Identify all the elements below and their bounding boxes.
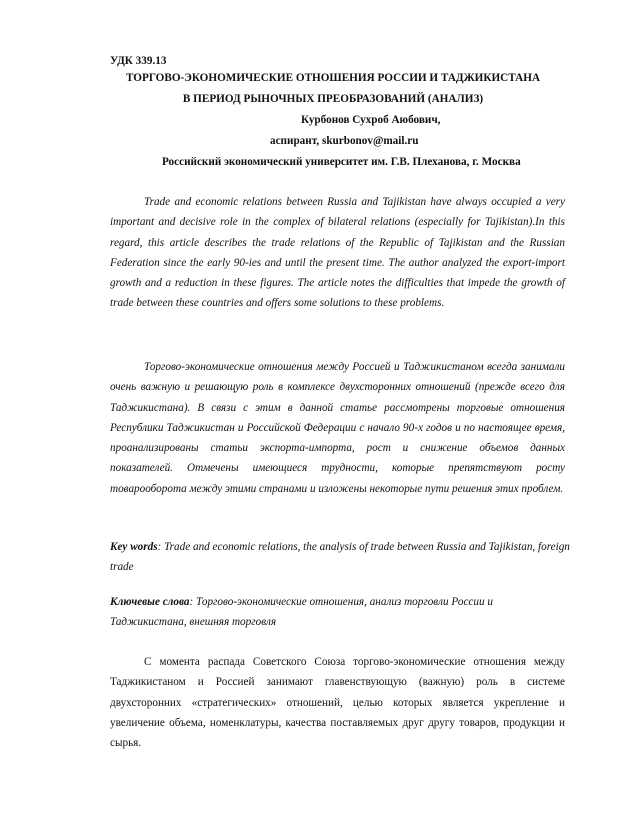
keywords-english-text: : Trade and economic relations, the analysis of trade between Russia and Tajikistan, foreign trade [110, 541, 570, 573]
keywords-russian-label: Ключевые слова [110, 596, 190, 608]
udk-code: УДК 339.13 [110, 55, 167, 67]
keywords-english [110, 537, 570, 577]
author-affiliation: Российский экономический университет им. Г.В. Плеханова, г. Москва [162, 156, 521, 168]
keywords-russian [110, 592, 570, 632]
abstract-english [110, 192, 565, 314]
title-line-1: ТОРГОВО-ЭКОНОМИЧЕСКИЕ ОТНОШЕНИЯ РОССИИ И ТАДЖИКИСТАНА [125, 72, 541, 84]
author-name: Курбонов Сухроб Аюбович, [301, 114, 441, 126]
body-paragraph [110, 652, 565, 753]
keywords-russian-text: : Торгово-экономические отношения, анализ торговли России и Таджикистана, внешняя торговля [110, 596, 493, 628]
body-paragraph-text: С момента распада Советского Союза торгово-экономические отношения между Таджикистаном и Россией занимают главенствующую (важную) роль в системе двухсторонних «стратегических» отношений, целью которых является укрепление и увеличение объема, номенклатуры, качества поставляемых друг другу товаров, продукции и сырья. [110, 656, 565, 750]
abstract-russian [110, 357, 565, 499]
author-status: аспирант, skurbonov@mail.ru [270, 135, 419, 147]
keywords-english-label: Key words [110, 541, 158, 553]
abstract-russian-text: Торгово-экономические отношения между Россией и Таджикистаном всегда занимали очень важную и решающую роль в комплексе двухсторонних отношений (прежде всего для Таджикистана). В связи с этим в данной статье рассмотрены торговые отношения Республики Таджикистан и Российской Федерации с начало 90-х годов и по настоящее время, проанализированы статьи экспорта-импорта, рост и снижение объемов данных показателей. Отмечены имеющиеся трудности, которые препятствуют росту товарооборота между этими странами и изложены некоторые пути решения этих проблем. [110, 361, 565, 495]
title-line-2: В ПЕРИОД РЫНОЧНЫХ ПРЕОБРАЗОВАНИЙ (АНАЛИЗ) [182, 93, 484, 105]
abstract-english-text: Trade and economic relations between Russia and Tajikistan have always occupied a very important and decisive role in the complex of bilateral relations (especially for Tajikistan).In this regard, this article describes the trade relations of the Republic of Tajikistan and the Russian Federation since the early 90-ies and until the present time. The author analyzed the export-import growth and a reduction in these figures. The article notes the difficulties that impede the growth of trade between these countries and offers some solutions to these problems. [110, 196, 565, 310]
